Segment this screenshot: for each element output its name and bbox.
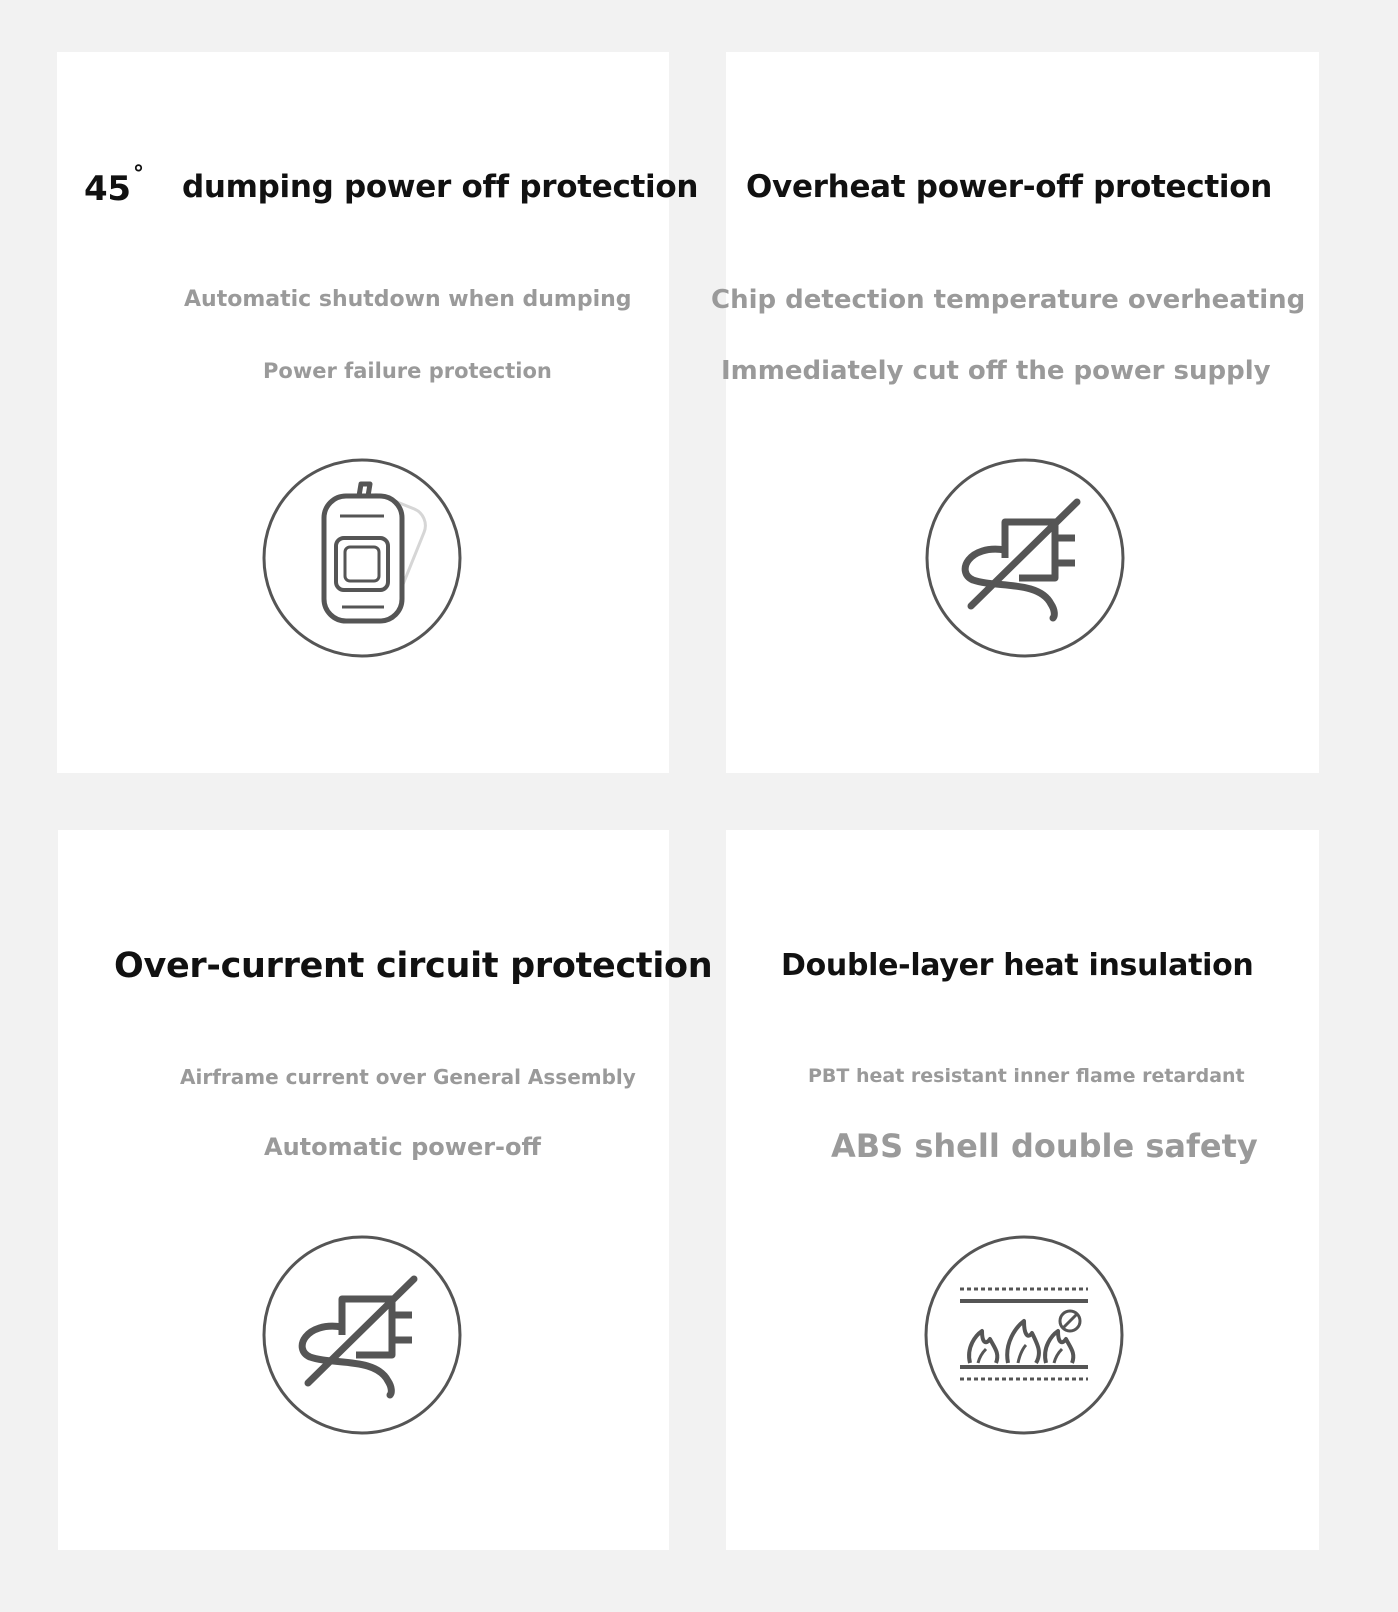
feature-card-overcurrent bbox=[58, 830, 669, 1550]
card-subtitle-line1: Airframe current over General Assembly bbox=[180, 1065, 636, 1089]
card-subtitle-line2: ABS shell double safety bbox=[831, 1127, 1258, 1165]
card-title: Overheat power-off protection bbox=[746, 169, 1272, 205]
tilted-device-icon bbox=[262, 458, 462, 658]
feature-card-dumping bbox=[57, 52, 669, 773]
feature-card-insulation bbox=[726, 830, 1319, 1550]
card-subtitle-line1: PBT heat resistant inner flame retardant bbox=[808, 1065, 1245, 1087]
card-title-number: 45 bbox=[84, 169, 131, 209]
card-subtitle-line1: Chip detection temperature overheating bbox=[711, 285, 1306, 315]
card-title: Over-current circuit protection bbox=[114, 946, 713, 986]
plug-crossed-icon bbox=[262, 1235, 462, 1435]
card-subtitle-line2: Immediately cut off the power supply bbox=[721, 356, 1271, 386]
card-title: Double-layer heat insulation bbox=[781, 948, 1254, 983]
card-title: dumping power off protection bbox=[182, 169, 699, 205]
feature-card-overheat bbox=[726, 52, 1319, 773]
plug-crossed-icon bbox=[925, 458, 1125, 658]
card-subtitle-line2: Automatic power-off bbox=[264, 1133, 541, 1161]
card-subtitle-line1: Automatic shutdown when dumping bbox=[184, 287, 632, 312]
flame-insulation-icon bbox=[924, 1235, 1124, 1435]
degree-symbol: ° bbox=[133, 162, 144, 187]
card-subtitle-line2: Power failure protection bbox=[263, 359, 552, 383]
